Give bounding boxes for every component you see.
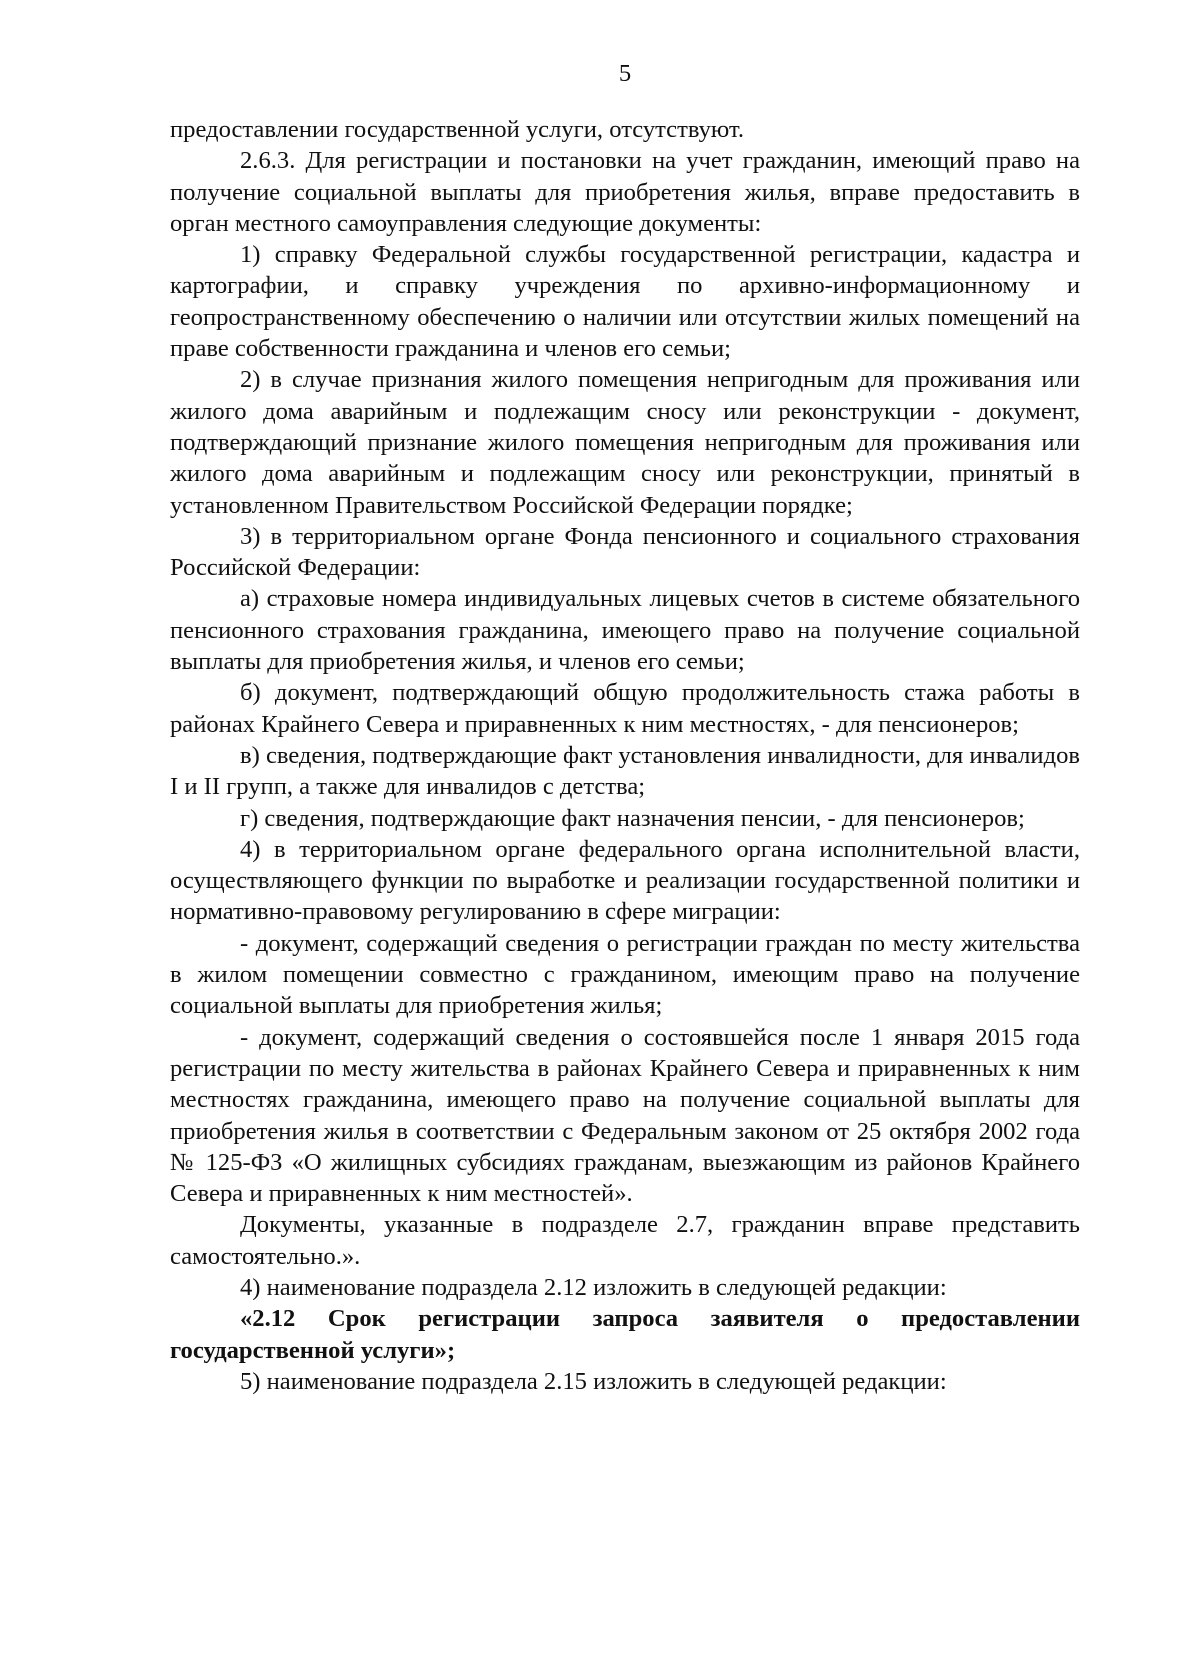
paragraph-7: б) документ, подтверждающий общую продолжительность стажа работы в районах Крайнего Севера и приравненных к ним местностях, - для пенсионеров; xyxy=(170,679,1080,738)
paragraph-1: предоставлении государственной услуги, отсутствуют. xyxy=(170,116,745,143)
paragraph-15-bold-heading: «2.12 Срок регистрации запроса заявителя о предоставлении государственной услуги»; xyxy=(170,1305,1080,1364)
paragraph-14: 4) наименование подраздела 2.12 изложить в следующей редакции: xyxy=(240,1273,947,1301)
paragraph-6: а) страховые номера индивидуальных лицевых счетов в системе обязательного пенсионного страхования гражданина, имеющего право на получение социальной выплаты для приобретения жилья, и членов его семьи; xyxy=(170,585,1080,676)
paragraph-3: 1) справку Федеральной службы государственной регистрации, кадастра и картографии, и справку учреждения по архивно-информационному и геопространственному обеспечению о наличии или отсутствии жилых помещений на праве собственности гражданина и членов его семьи; xyxy=(170,241,1080,363)
paragraph-8: в) сведения, подтверждающие факт установления инвалидности, для инвалидов I и II групп, а также для инвалидов с детства; xyxy=(170,741,1080,801)
paragraph-4: 2) в случае признания жилого помещения непригодным для проживания или жилого дома аварийным и подлежащим сносу или реконструкции - документ, подтверждающий признание жилого помещения непригодным для проживания или жилого дома аварийным и подлежащим сносу или реконструкции, принятый в установленном Правительством Российской Федерации порядке; xyxy=(170,366,1080,519)
paragraph-13: Документы, указанные в подразделе 2.7, гражданин вправе представить самостоятельно.». xyxy=(170,1211,1080,1270)
paragraph-10: 4) в территориальном органе федерального органа исполнительной власти, осуществляющего функции по выработке и реализации государственной политики и нормативно-правовому регулированию в сфере миграции: xyxy=(170,835,1080,926)
paragraph-9: г) сведения, подтверждающие факт назначения пенсии, - для пенсионеров; xyxy=(240,804,1025,832)
paragraph-16: 5) наименование подраздела 2.15 изложить в следующей редакции: xyxy=(240,1367,947,1395)
paragraph-12: - документ, содержащий сведения о состоявшейся после 1 января 2015 года регистрации по месту жительства в районах Крайнего Севера и приравненных к ним местностях гражданина, имеющего право на получение социальной выплаты для приобретения жилья в соответствии с Федеральным законом от 25 октября 2002 года № 125-ФЗ «О жилищных субсидиях гражданам, выезжающим из районов Крайнего Севера и приравненных к ним местностей». xyxy=(170,1023,1080,1208)
paragraph-11: - документ, содержащий сведения о регистрации граждан по месту жительства в жилом помещении совместно с гражданином, имеющим право на получение социальной выплаты для приобретения жилья; xyxy=(170,929,1080,1020)
document-body xyxy=(170,114,1080,1397)
paragraph-5: 3) в территориальном органе Фонда пенсионного и социального страхования Российской Федерации: xyxy=(170,522,1080,582)
paragraph-2: 2.6.3. Для регистрации и постановки на учет гражданин, имеющий право на получение социальной выплаты для приобретения жилья, вправе предоставить в орган местного самоуправления следующие документы: xyxy=(170,147,1080,237)
page-number: 5 xyxy=(618,60,632,87)
